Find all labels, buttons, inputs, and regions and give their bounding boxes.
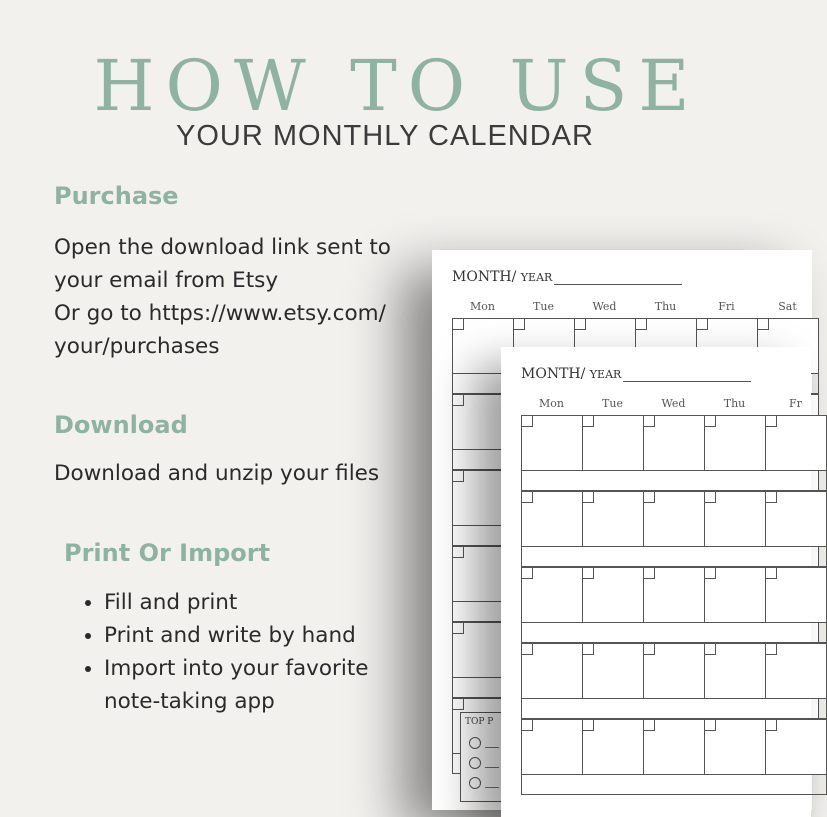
date-box [643, 567, 655, 579]
date-box [696, 318, 708, 330]
month-label: MONTH/ [452, 269, 517, 285]
top-priorities-box [460, 712, 502, 802]
calendar-day-cell [643, 719, 705, 775]
print-bullet-list [80, 586, 368, 718]
month-year-header [452, 269, 552, 285]
page-subtitle: YOUR MONTHLY CALENDAR [176, 120, 594, 152]
date-box [765, 719, 777, 731]
date-box [643, 643, 655, 655]
date-box [582, 415, 594, 427]
calendar-day-cell [582, 491, 644, 547]
calendar-day-cell [765, 415, 827, 471]
day-name: Mon [539, 397, 564, 410]
bullet-item: • Print and write by hand [104, 619, 368, 652]
calendar-day-cell [704, 643, 766, 699]
week-notes-strip [521, 699, 827, 719]
week-notes-strip [521, 547, 827, 567]
month-label: MONTH/ [521, 366, 586, 382]
calendar-page-front [501, 347, 811, 817]
calendar-day-cell [643, 567, 705, 623]
calendar-day-cell [643, 643, 705, 699]
circle-line [485, 767, 499, 768]
day-name: Sat [778, 300, 797, 313]
date-box [765, 643, 777, 655]
checkbox-circle [469, 757, 481, 769]
date-box [582, 567, 594, 579]
week-notes-strip [521, 775, 827, 795]
month-year-header [521, 366, 621, 382]
calendar-day-cell [582, 415, 644, 471]
calendar-day-cell [704, 415, 766, 471]
calendar-day-cell [582, 567, 644, 623]
print-heading: Print Or Import [64, 539, 271, 567]
checkbox-circle [469, 777, 481, 789]
calendar-day-cell [521, 415, 583, 471]
purchase-line: your email from Etsy [54, 268, 279, 293]
date-box [704, 491, 716, 503]
week-notes-strip [521, 623, 827, 643]
circle-line [485, 747, 499, 748]
calendar-day-cell [521, 491, 583, 547]
day-name: Tue [602, 397, 623, 410]
day-name: Thu [723, 397, 746, 410]
download-text [54, 457, 379, 490]
calendar-day-cell [704, 719, 766, 775]
date-box [765, 491, 777, 503]
calendar-day-cell [521, 643, 583, 699]
date-box [513, 318, 525, 330]
date-box [757, 318, 769, 330]
day-name: Mon [470, 300, 495, 313]
date-box [452, 622, 464, 634]
calendar-day-cell [765, 719, 827, 775]
date-box [582, 491, 594, 503]
month-line [554, 284, 682, 285]
date-box [704, 567, 716, 579]
bullet-item: • Import into your favorite [104, 652, 368, 685]
calendar-day-cell [643, 415, 705, 471]
day-name: Thu [654, 300, 677, 313]
calendar-day-cell [704, 567, 766, 623]
date-box [574, 318, 586, 330]
download-heading: Download [54, 411, 188, 439]
month-line [623, 381, 751, 382]
year-label: YEAR [589, 368, 622, 381]
date-box [452, 318, 464, 330]
bullet-item: note-taking app [104, 689, 275, 714]
day-name: Fri [718, 300, 735, 313]
day-name: Wed [592, 300, 617, 313]
date-box [521, 643, 533, 655]
purchase-heading: Purchase [54, 182, 179, 210]
calendar-day-cell [765, 643, 827, 699]
date-box [765, 415, 777, 427]
date-box [643, 491, 655, 503]
date-box [704, 415, 716, 427]
date-box [635, 318, 647, 330]
calendar-day-cell [765, 567, 827, 623]
date-box [521, 415, 533, 427]
date-box [765, 567, 777, 579]
date-box [521, 719, 533, 731]
purchase-line: your/purchases [54, 334, 220, 359]
checkbox-circle [469, 737, 481, 749]
date-box [521, 567, 533, 579]
bullet-item: • Fill and print [104, 586, 368, 619]
calendar-day-cell [521, 567, 583, 623]
calendar-day-cell [521, 719, 583, 775]
calendar-day-cell [582, 643, 644, 699]
date-box [452, 394, 464, 406]
calendar-day-cell [582, 719, 644, 775]
top-priorities-label: TOP P [465, 717, 494, 727]
year-label: YEAR [520, 271, 553, 284]
date-box [582, 719, 594, 731]
calendar-day-cell [704, 491, 766, 547]
date-box [582, 643, 594, 655]
day-name: Wed [661, 397, 686, 410]
circle-line [485, 787, 499, 788]
day-name: Tue [533, 300, 554, 313]
download-line: Download and unzip your files [54, 461, 380, 486]
date-box [643, 415, 655, 427]
date-box [521, 491, 533, 503]
calendar-day-cell [643, 491, 705, 547]
week-notes-strip [521, 471, 827, 491]
purchase-text [54, 231, 391, 363]
page-title: HOW TO USE [93, 45, 701, 127]
date-box [452, 698, 464, 710]
date-box [452, 470, 464, 482]
day-name: Fr [789, 397, 802, 410]
purchase-line: Open the download link sent to [54, 235, 391, 260]
date-box [643, 719, 655, 731]
date-box [704, 643, 716, 655]
purchase-line: Or go to https://www.etsy.com/ [54, 301, 386, 326]
date-box [704, 719, 716, 731]
calendar-day-cell [765, 491, 827, 547]
date-box [452, 546, 464, 558]
